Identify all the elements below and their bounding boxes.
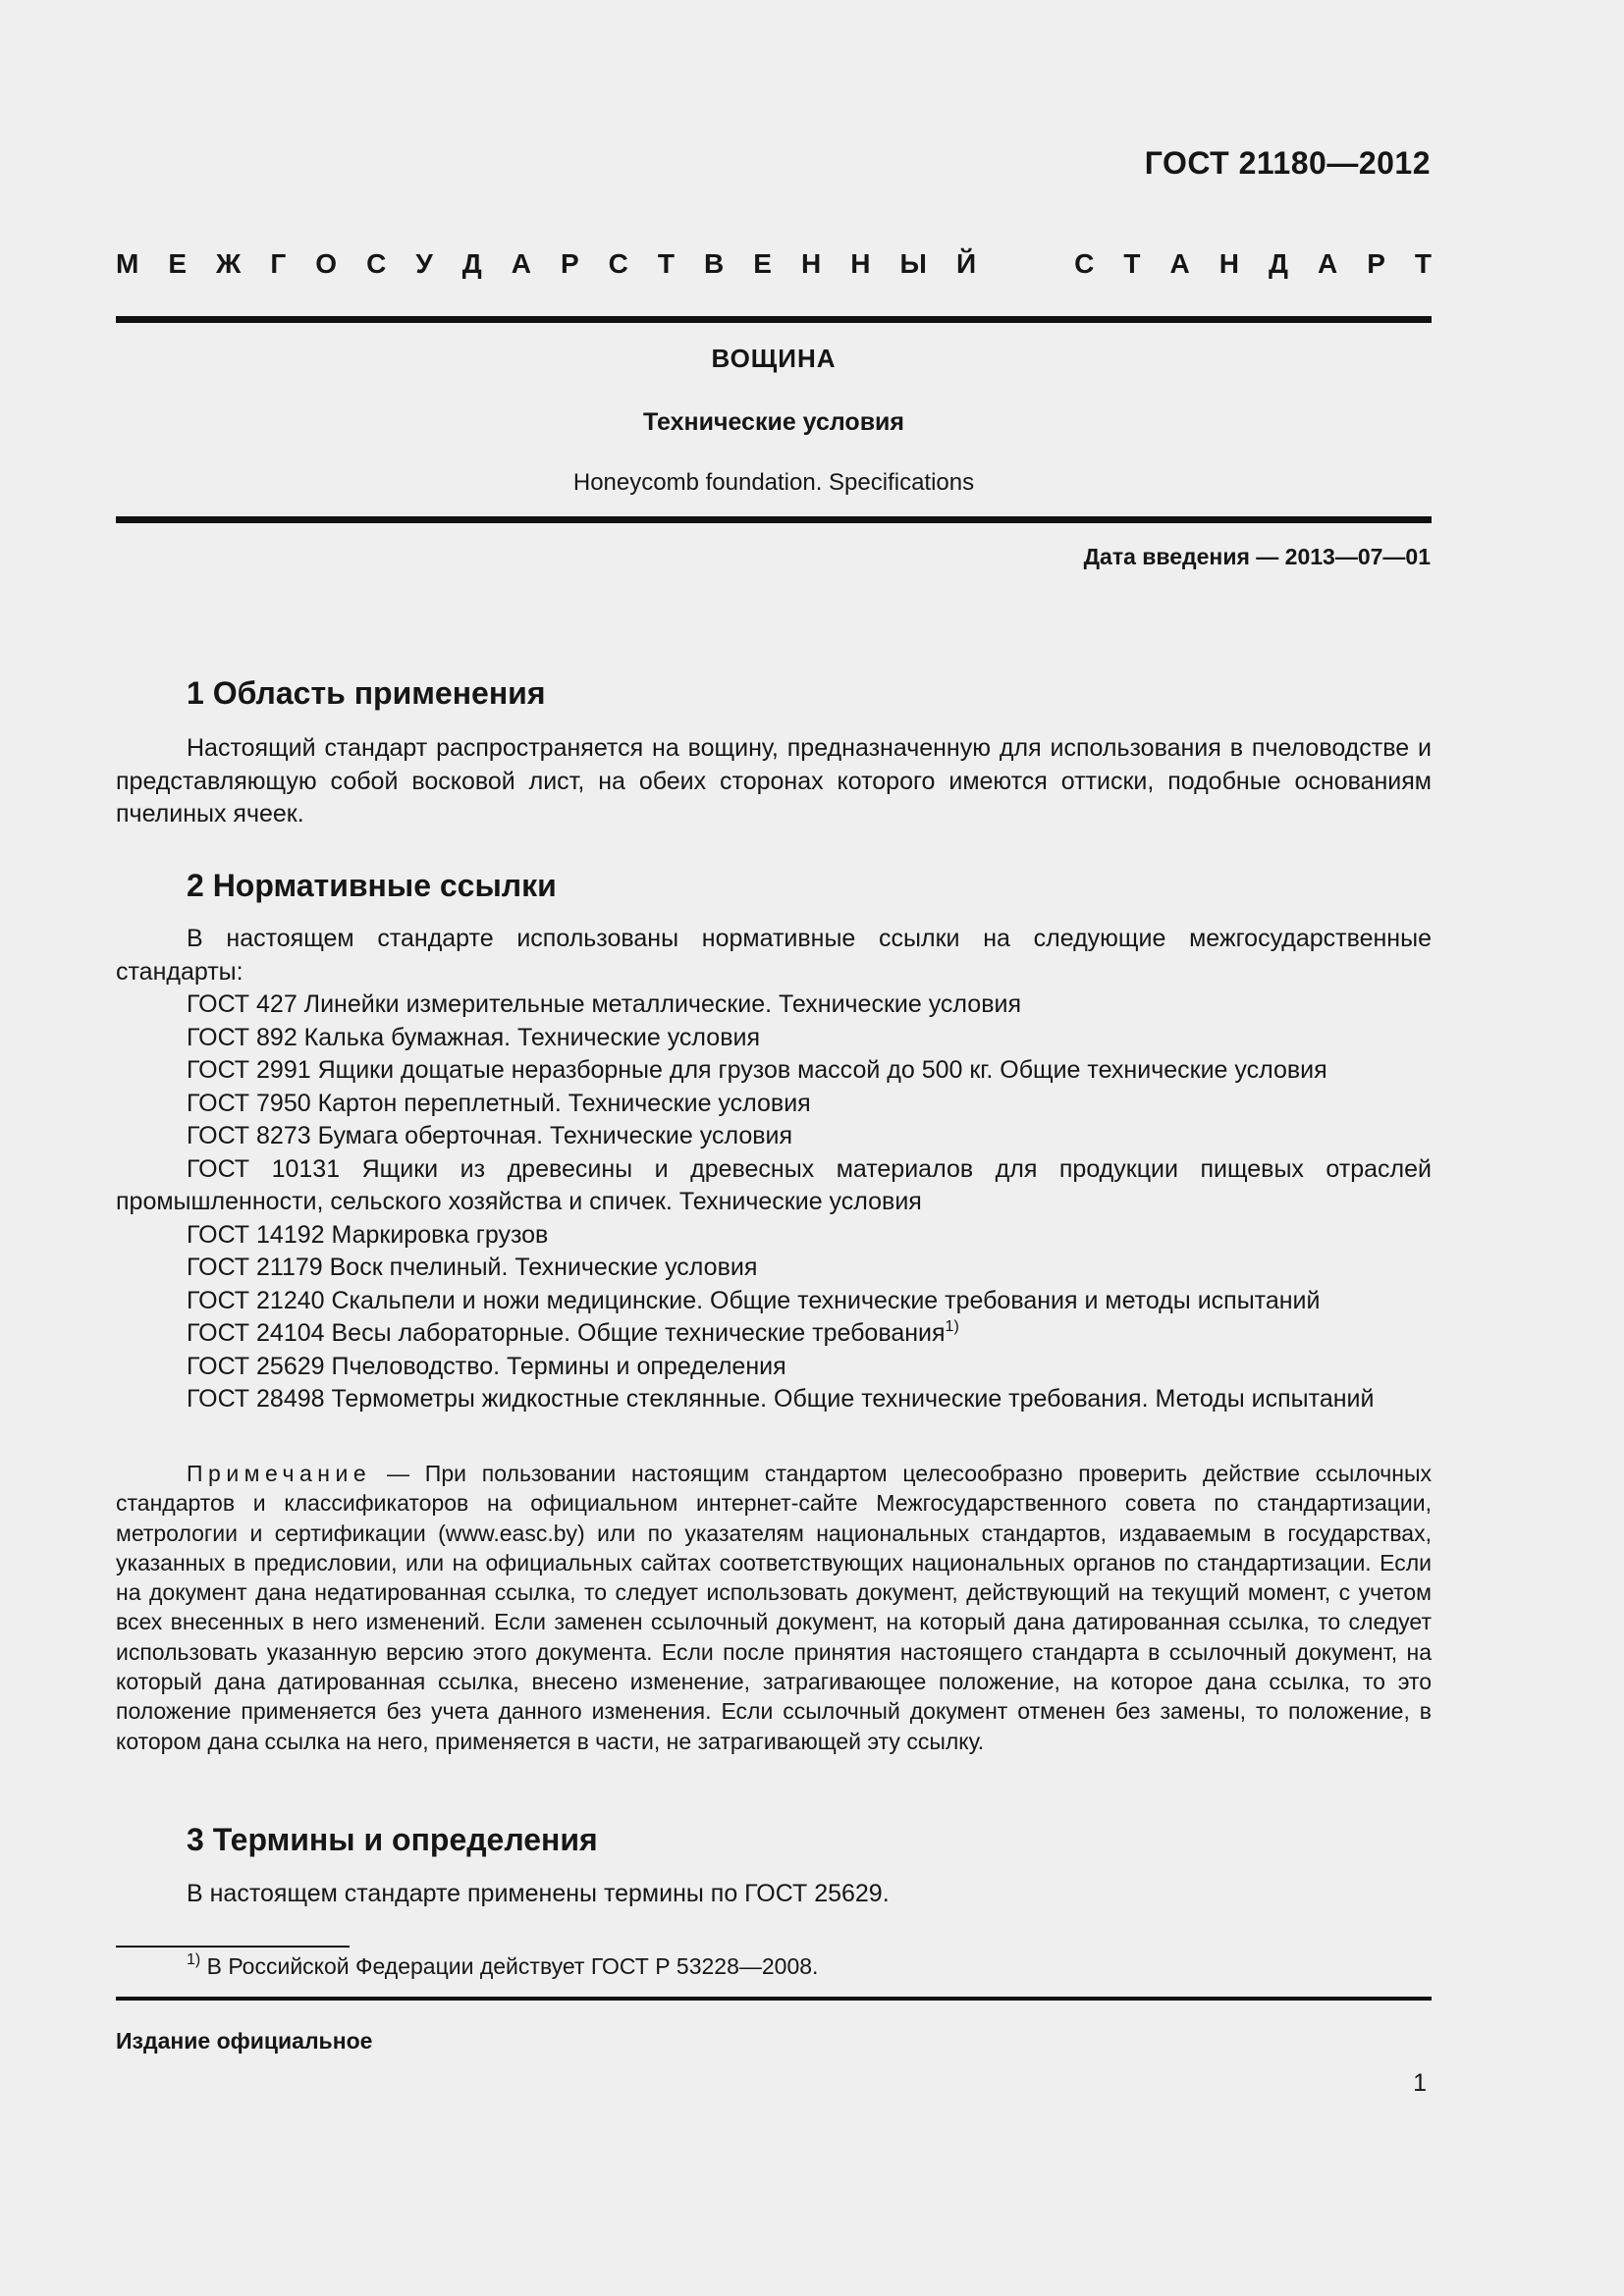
section-1-paragraph: Настоящий стандарт распространяется на вощину, предназначенную для использования в пчеловодстве и представляющую собой восковой лист, на обеих сторонах которого имеются оттиски, подобные основаниям пчелиных ячеек. — [116, 734, 1432, 828]
reference-item-text: ГОСТ 24104 Весы лабораторные. Общие технические требования — [187, 1319, 946, 1347]
section-3-paragraph: В настоящем стандарте применены термины по ГОСТ 25629. — [187, 1880, 890, 1907]
heading-letter: Д — [1268, 248, 1288, 279]
document-subtitle: Технические условия — [642, 408, 905, 436]
english-title: Honeycomb foundation. Specifications — [572, 469, 975, 496]
footer-rule — [116, 1997, 1432, 2001]
section-2-heading: 2 Нормативные ссылки — [187, 868, 557, 903]
heading-letter: У — [415, 248, 433, 279]
heading-letter: Е — [168, 248, 188, 279]
heading-letter: Т — [1123, 248, 1141, 279]
document-number: ГОСТ 21180—2012 — [1144, 145, 1431, 181]
heading-letter: А — [511, 248, 531, 279]
page-number: 1 — [1413, 2069, 1427, 2097]
section-3-heading: 3 Термины и определения — [187, 1822, 598, 1857]
heading-letter: С — [366, 248, 387, 279]
official-edition-label: Издание официальное — [116, 2028, 373, 2054]
section-2-intro — [116, 923, 1432, 988]
note-text: При пользовании настоящим стандартом целесообразно проверить действие ссылочных стандартов и классификаторов на официальном интернет-сайте Межгосударственного совета по стандартизации, метрологии и сертификации (www.easc.by) или по указателям национальных стандартов, издаваемым в государствах, указанных в предисловии, или на официальных сайтах соответствующих национальных органов по стандартизации. Если на документ дана недатированная ссылка, то следует использовать документ, действующий на текущий момент, с учетом всех внесенных в него изменений. Если заменен ссылочный документ, на который дана датированная ссылка, то следует использовать указанную версию этого документа. Если после принятия настоящего стандарта в ссылочный документ, на который дана датированная ссылка, внесено изменение, затрагивающее положение, на которое дана ссылка, то это положение применяется без учета данного изменения. Если ссылочный документ отменен без замены, то положение, в котором дана ссылка на него, применяется в части, не затрагивающей эту ссылку. — [116, 1461, 1432, 1754]
heading-letter: Д — [461, 248, 482, 279]
heading-letter: Т — [657, 248, 676, 279]
reference-item: ГОСТ 14192 Маркировка грузов — [187, 1220, 549, 1249]
heading-letter: Т — [1414, 248, 1432, 279]
note-label: Примечание — [187, 1461, 372, 1486]
section-2-intro-paragraph: В настоящем стандарте использованы нормативные ссылки на следующие межгосударственные стандарты: — [116, 925, 1432, 986]
reference-item: ГОСТ 28498 Термометры жидкостные стеклянные. Общие технические требования. Методы испытаний — [187, 1385, 1375, 1413]
reference-item: ГОСТ 2991 Ящики дощатые неразборные для грузов массой до 500 кг. Общие технические условия — [187, 1056, 1327, 1084]
introduction-date: Дата введения — 2013—07—01 — [1083, 544, 1431, 569]
footnote-text: В Российской Федерации действует ГОСТ Р 53228—2008. — [200, 1953, 819, 1979]
heading-letter: Е — [753, 248, 772, 279]
heading-letter: Ж — [216, 248, 242, 279]
reference-item: ГОСТ 8273 Бумага оберточная. Технические условия — [187, 1122, 793, 1149]
standard-kind-heading — [116, 247, 1432, 281]
heading-letter: А — [1317, 248, 1338, 279]
footnote — [187, 1951, 818, 1981]
heading-letter: Н — [801, 248, 822, 279]
note-paragraph — [116, 1459, 1432, 1756]
heading-letter: Г — [270, 248, 287, 279]
top-rule — [116, 316, 1432, 323]
heading-letter: М — [116, 248, 139, 279]
heading-letter: Й — [955, 248, 977, 279]
heading-letter: А — [1169, 248, 1190, 279]
reference-item-with-footnote — [187, 1317, 1432, 1351]
footnote-mark: 1) — [187, 1951, 201, 1968]
reference-item: ГОСТ 427 Линейки измерительные металлические. Технические условия — [187, 990, 1021, 1018]
heading-letter: В — [704, 248, 725, 279]
footnote-marker: 1) — [945, 1318, 959, 1335]
heading-letter: С — [1074, 248, 1095, 279]
reference-item: ГОСТ 25629 Пчеловодство. Термины и определения — [187, 1352, 786, 1380]
reference-item: ГОСТ 892 Калька бумажная. Технические условия — [187, 1023, 760, 1051]
section-1-heading: 1 Область применения — [187, 675, 546, 711]
section-1-body — [116, 732, 1432, 831]
reference-item: ГОСТ 21179 Воск пчелиный. Технические условия — [187, 1254, 758, 1281]
reference-item: ГОСТ 10131 Ящики из древесины и древесных материалов для продукции пищевых отраслей промышленности, сельского хозяйства и спичек. Технические условия — [116, 1154, 1432, 1215]
heading-letter: С — [608, 248, 628, 279]
heading-letter: Н — [1218, 248, 1239, 279]
heading-letter: Ы — [899, 248, 927, 279]
document-title: ВОЩИНА — [711, 344, 837, 373]
reference-item: ГОСТ 21240 Скальпели и ножи медицинские. Общие технические требования и методы испытаний — [187, 1286, 1321, 1314]
section-3-body — [116, 1878, 1432, 1911]
heading-letter: Р — [560, 248, 579, 279]
heading-letter: Р — [1367, 248, 1385, 279]
note-dash: — — [371, 1461, 425, 1486]
heading-letter: Н — [850, 248, 871, 279]
footnote-separator — [116, 1946, 350, 1948]
reference-item: ГОСТ 7950 Картон переплетный. Технические условия — [187, 1089, 811, 1117]
normative-references-list — [116, 988, 1432, 1416]
heading-letter: О — [315, 248, 338, 279]
title-bottom-rule — [116, 516, 1432, 523]
